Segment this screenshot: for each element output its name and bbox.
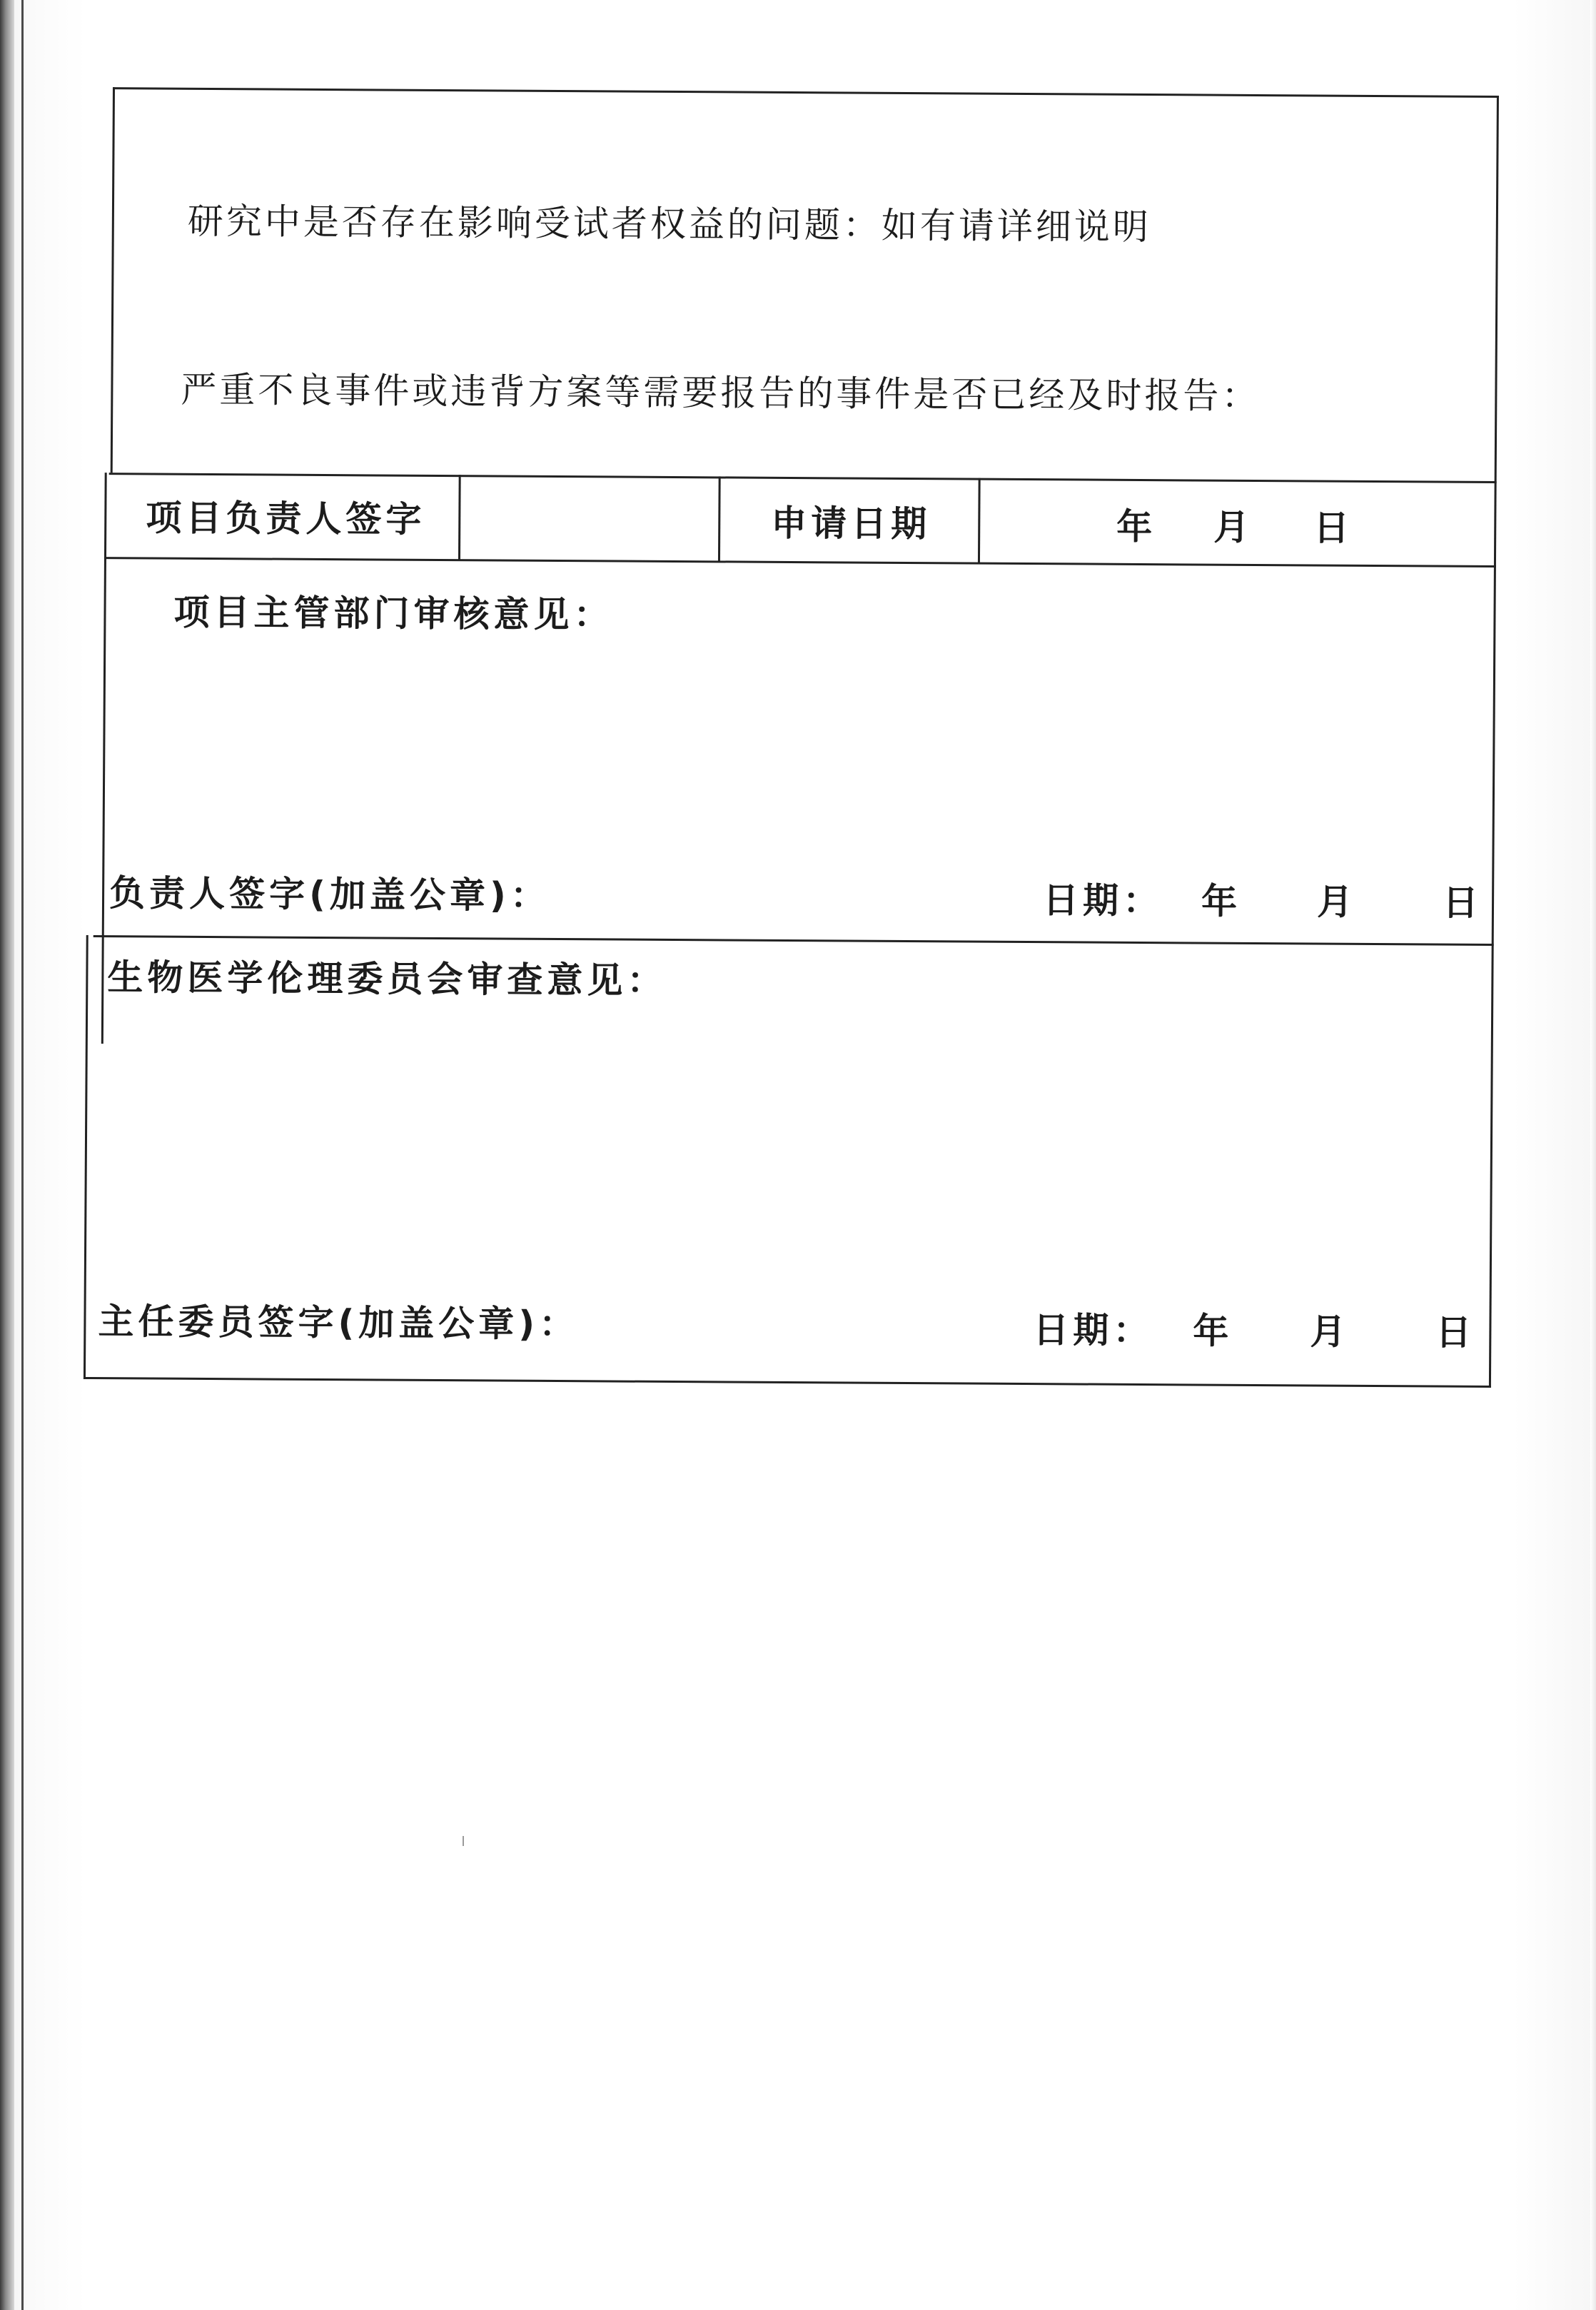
apply-date-year: 年 [1116, 505, 1157, 548]
row-separator-dept [94, 935, 1494, 946]
dept-date-label: 日期： [1042, 879, 1163, 922]
ethics-date-label: 日期： [1033, 1309, 1153, 1352]
question-subject-rights: 研究中是否存在影响受试者权益的问题：如有请详细说明 [187, 200, 1152, 248]
dept-signer-label: 负责人签字(加盖公章)： [108, 872, 550, 917]
dept-date-year: 年 [1201, 880, 1242, 922]
row-separator-questions [109, 473, 1497, 483]
dept-date-month: 月 [1316, 881, 1358, 923]
ethics-review-title: 生物医学伦理委员会审查意见： [107, 957, 667, 1002]
cell-divider-2 [718, 476, 721, 562]
apply-date-day: 日 [1313, 507, 1354, 549]
table-left-border-upper [111, 87, 115, 473]
apply-date-month: 月 [1213, 506, 1254, 548]
page-binding-shadow [0, 0, 14, 2310]
page-binding-line [21, 0, 24, 2310]
cell-divider-3 [978, 478, 981, 564]
pi-signature-field[interactable] [474, 489, 710, 555]
pi-signature-label: 项目负责人签字 [146, 497, 426, 540]
table-left-border-lower [84, 935, 89, 1379]
cell-divider-1 [458, 475, 461, 560]
row-separator-signature [104, 557, 1496, 568]
question-adverse-events: 严重不良事件或违背方案等需要报告的事件是否已经及时报告： [181, 368, 1261, 418]
ethics-date-day: 日 [1435, 1311, 1476, 1353]
apply-date-label: 申请日期 [771, 502, 931, 545]
ethics-review-field[interactable] [106, 1015, 1463, 1281]
dept-date-day: 日 [1442, 882, 1483, 924]
dept-review-title: 项目主管部门审核意见： [173, 591, 614, 636]
scan-speck [463, 1836, 464, 1846]
ethics-date-year: 年 [1193, 1310, 1233, 1352]
ethics-date-month: 月 [1310, 1311, 1350, 1353]
ethics-signer-label: 主任委员签字(加盖公章)： [98, 1301, 580, 1346]
dept-review-field[interactable] [172, 645, 1458, 867]
page-edge-right [1590, 0, 1596, 2310]
table-right-border [1489, 96, 1499, 1388]
table-bottom-border [84, 1377, 1491, 1388]
review-form-table [84, 87, 1499, 1388]
table-top-border [113, 87, 1499, 98]
